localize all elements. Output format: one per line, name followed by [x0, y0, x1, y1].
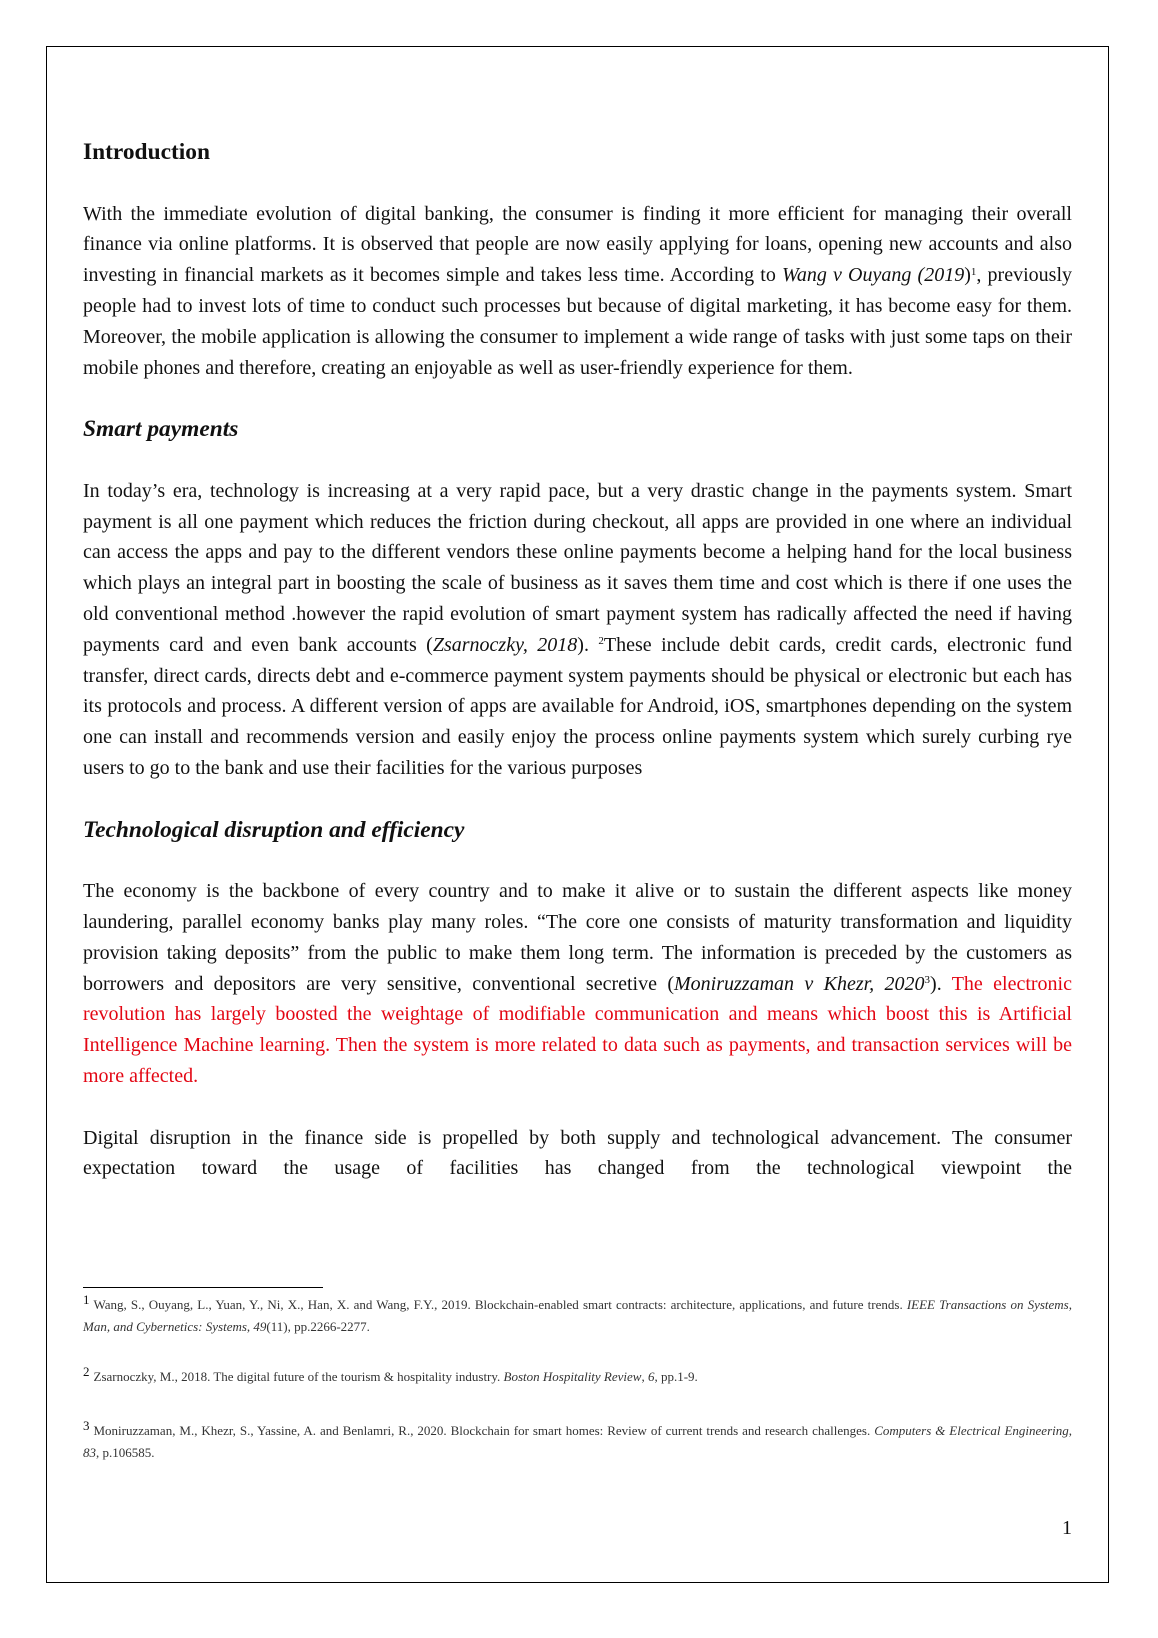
- footnote-separator: [83, 1287, 323, 1288]
- paragraph-technological-disruption: The economy is the backbone of every country and to make it alive or to sustain the different aspects like money laundering, parallel economy banks play many roles. “The core one consists of maturity transformation and liquidity provision taking deposits” from the public to make them long term. The information is preceded by the customers as borrowers and depositors are very sensitive, conventional secretive (Moniruzzaman v Khezr, 2020$^3$). The electronic revolution has largely boosted the weightage of modifiable communication and means which boost this is Artificial Intelligence Machine learning. Then the system is more related to data such as payments, and transaction services will be more affected.: [83, 880, 1072, 1087]
- footnote-ref-3[interactable]: 3: [924, 973, 931, 986]
- highlighted-red-text: The electronic revolution has largely boosted the weightage of modifiable communication and means which boost this is Artificial Intelligence Machine learning. Then the system is more related to data such as payments, and transaction services will be more affected.: [83, 972, 1072, 1087]
- citation-wang: Wang v Ouyang (2019: [782, 264, 965, 287]
- footnote-3: 3 Moniruzzaman, M., Khezr, S., Yassine, A. and Benlamri, R., 2020. Blockchain for smart homes: Review of current trends and research challenges. Computers & Electrical Engineering, 83, p.106585.: [83, 1418, 1072, 1460]
- paragraph-digital-disruption: Digital disruption in the finance side is propelled by both supply and technological advancement. The consumer expectation toward the usage of facilities has changed from the technological viewpoint the: [83, 1126, 1072, 1180]
- citation-moniruzzaman: Moniruzzaman v Khezr, 2020: [674, 972, 925, 995]
- footnote-2: 2 Zsarnoczky, M., 2018. The digital future of the tourism & hospitality industry. Boston Hospitality Review, 6, pp.1-9.: [83, 1364, 698, 1384]
- page-number: 1: [1062, 1517, 1072, 1539]
- footnotes: [83, 1294, 1072, 1464]
- heading-introduction: Introduction: [83, 139, 210, 165]
- document-page: [46, 46, 1109, 1583]
- heading-smart-payments: Smart payments: [83, 416, 239, 443]
- footnote-ref-1[interactable]: 1: [970, 265, 977, 278]
- page-body: [83, 137, 1072, 1184]
- footnote-1: 1 Wang, S., Ouyang, L., Yuan, Y., Ni, X., Han, X. and Wang, F.Y., 2019. Blockchain-enabled smart contracts: architecture, applications, and future trends. IEEE Transactions on Systems, Man, and Cybernetics: Systems, 49(11), pp.2266-2277.: [83, 1292, 1072, 1334]
- paragraph-smart-payments: In today’s era, technology is increasing at a very rapid pace, but a very drastic change in the payments system. Smart payment is all one payment which reduces the friction during checkout, all apps are provided in one where an individual can access the apps and pay to the different vendors these online payments become a helping hand for the local business which plays an integral part in boosting the scale of business as it saves them time and cost which is there if one uses the old conventional method .however the rapid evolution of smart payment system has radically affected the need if having payments card and even bank accounts (Zsarnoczky, 2018). $^2$These include debit cards, credit cards, electronic fund transfer, direct cards, directs debt and e-commerce payment system payments should be physical or electronic but each has its protocols and process. A different version of apps are available for Android, iOS, smartphones depending on the system one can install and recommends version and easily enjoy the process online payments system which surely curbing rye users to go to the bank and use their facilities for the various purposes: [83, 479, 1073, 779]
- heading-technological-disruption: Technological disruption and efficiency: [83, 816, 465, 843]
- footnote-ref-2[interactable]: 2: [598, 635, 604, 648]
- citation-zsarnoczky: Zsarnoczky, 2018: [432, 633, 578, 656]
- paragraph-introduction: With the immediate evolution of digital banking, the consumer is finding it more efficient for managing their overall finance via online platforms. It is observed that people are now easily applying for loans, opening new accounts and also investing in financial markets as it becomes simple and takes less time. According to Wang v Ouyang $(2019)^1$, previously people had to invest lots of time to conduct such processes but because of digital marketing, it has become easy for them. Moreover, the mobile application is allowing the consumer to implement a wide range of tasks with just some taps on their mobile phones and therefore, creating an enjoyable as well as user-friendly experience for them.: [83, 202, 1072, 379]
